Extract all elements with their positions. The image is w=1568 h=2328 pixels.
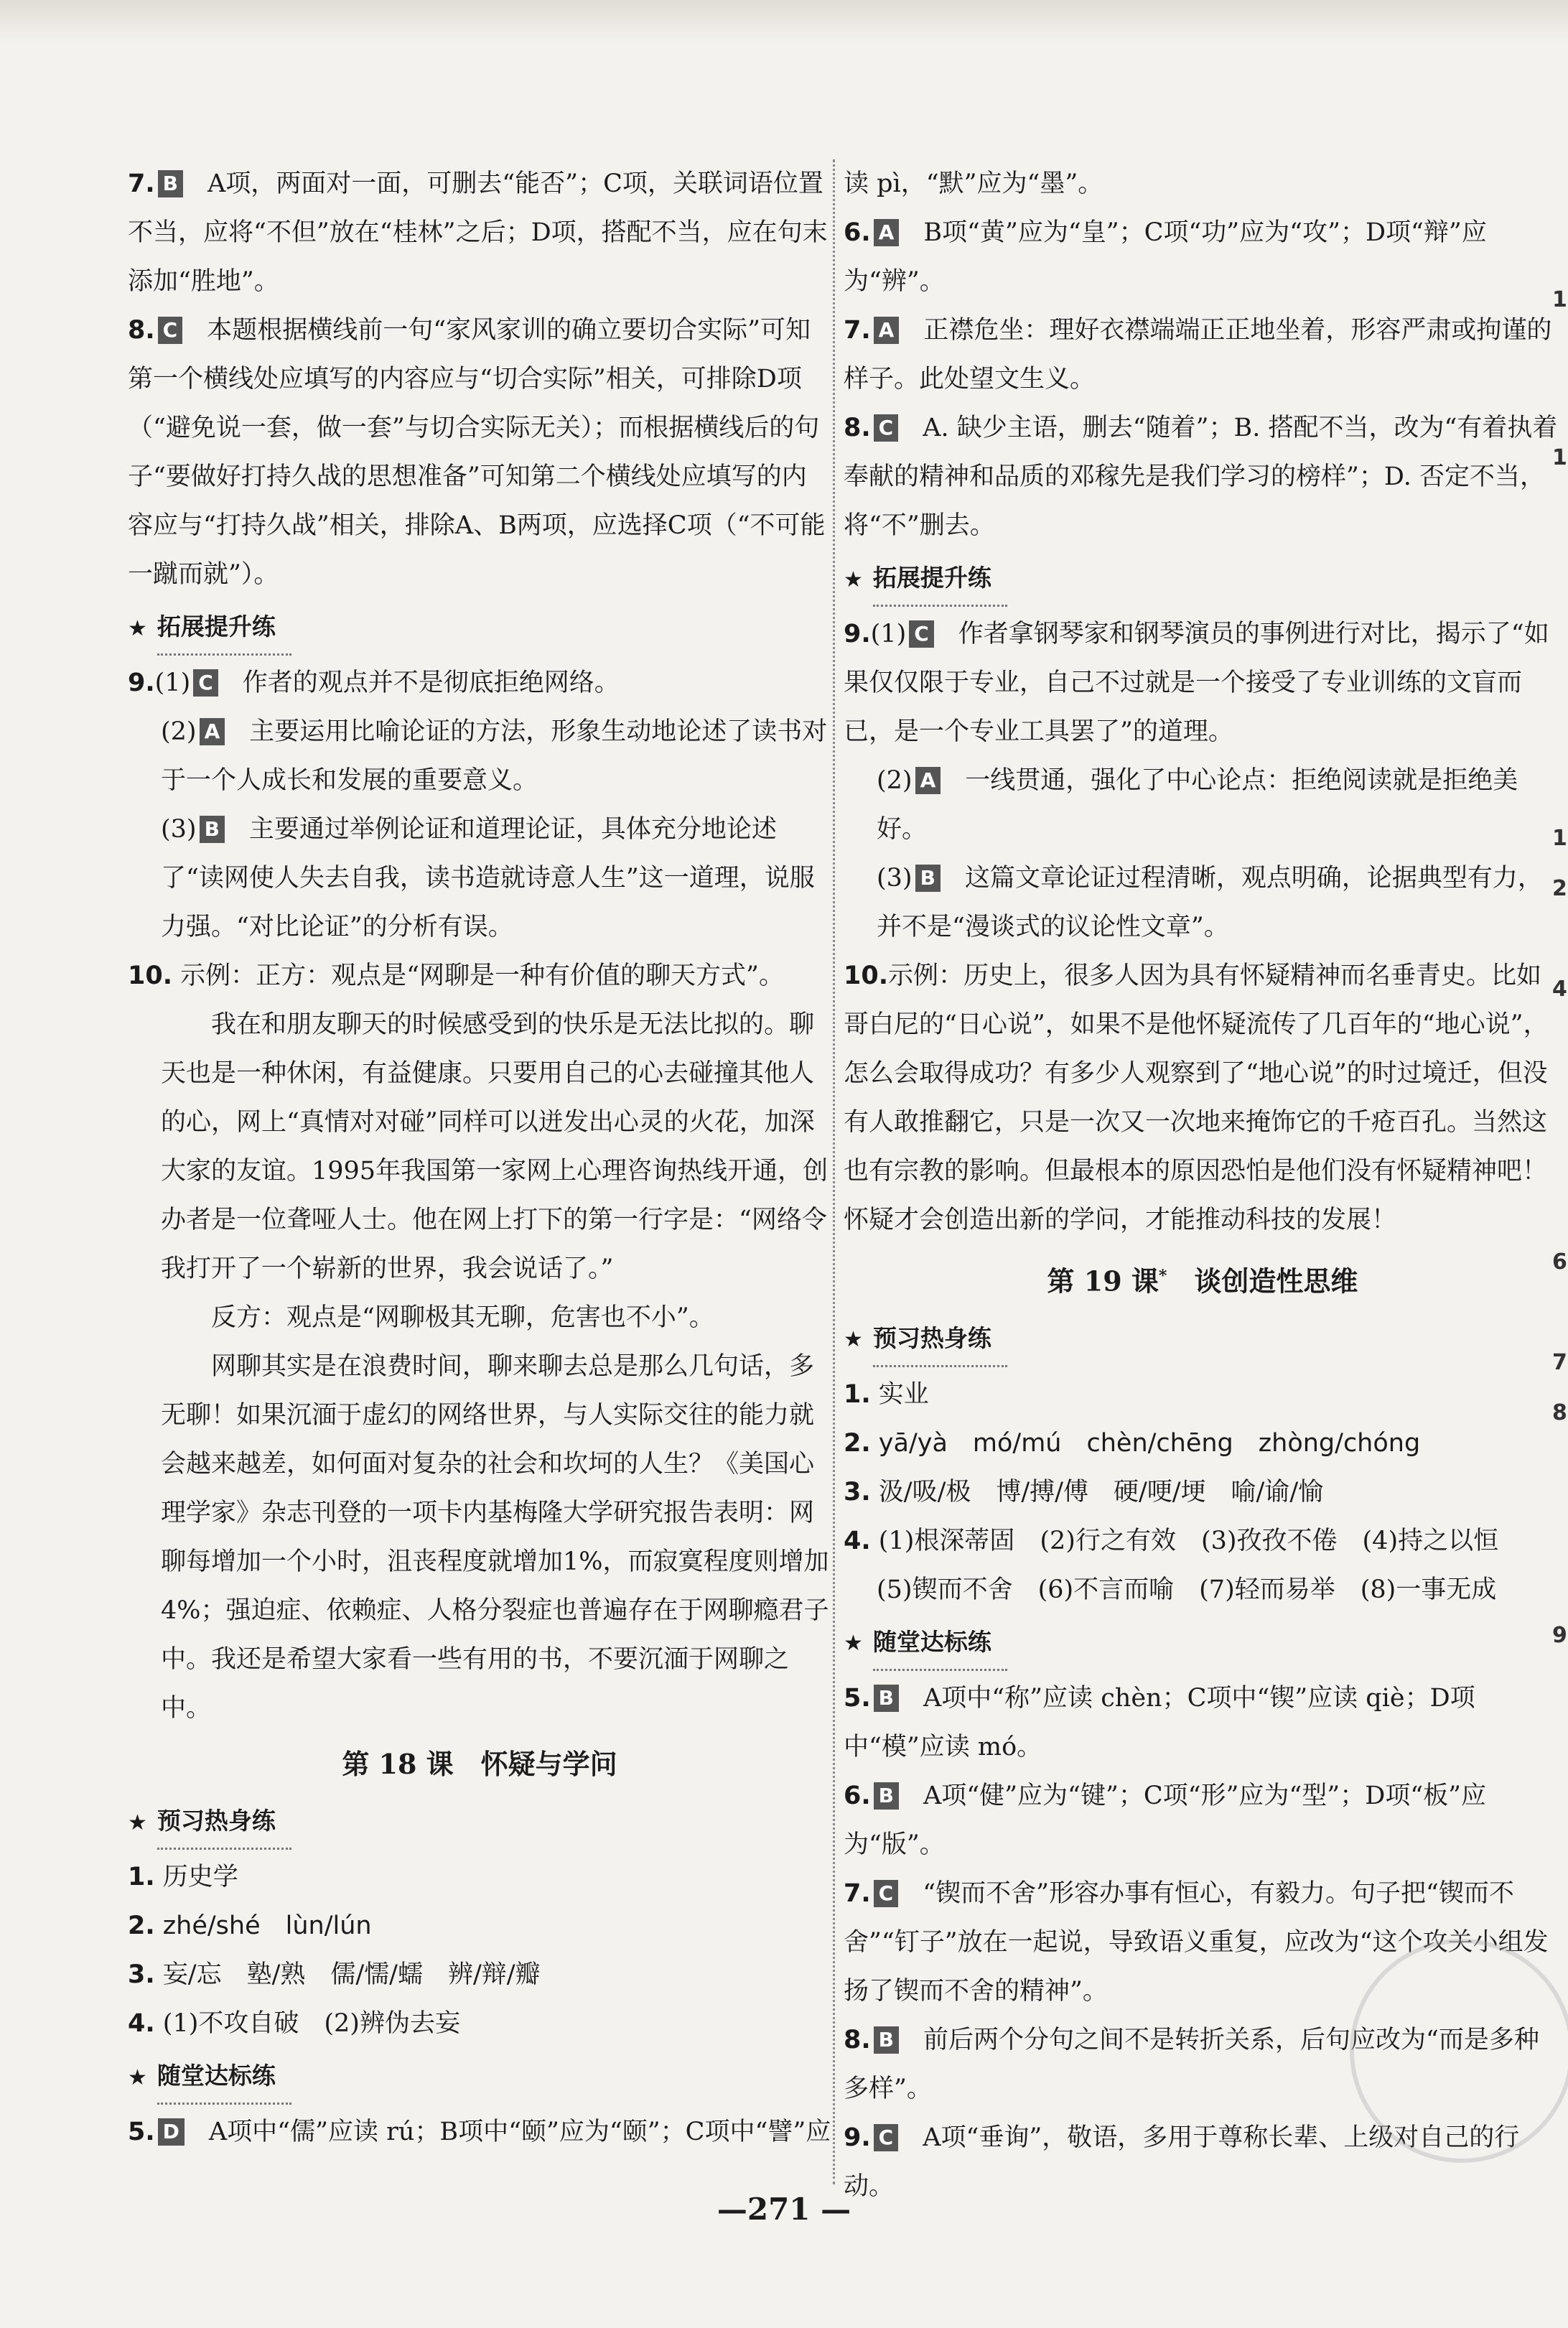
answer-badge: C: [193, 669, 218, 697]
section-heading-extend: ★ 拓展提升练: [844, 553, 1562, 607]
section-heading-preview: ★ 预习热身练: [844, 1313, 1562, 1367]
answer-item-9: 9. C A项“垂询”，敬语，多用于尊称长辈、上级对自己的行动。: [844, 2123, 1520, 2201]
answer-item-9-1: 9.(1) C 作者的观点并不是彻底拒绝网络。: [128, 669, 620, 697]
scan-top-band: [0, 0, 1568, 43]
word-item-1: 1. 历史学: [128, 1863, 238, 1891]
word-item-3: 3. 妄/忘 塾/熟 儒/懦/蠕 辨/辩/瓣: [128, 1960, 541, 1989]
answer-item-9-2: (2) A 主要运用比喻论证的方法，形象生动地论述了读书对于一个人成长和发展的重要意义。: [161, 717, 828, 795]
essay-paragraph: 网聊其实是在浪费时间，聊来聊去总是那么几句话，多无聊！如果沉湎于虚幻的网络世界，与人实际交往的能力就会越来越差，如何面对复杂的社会和坎坷的人生？《美国心理学家》杂志刊登的一项卡内基梅隆大学研究报告表明：网聊每增加一个小时，沮丧程度就增加1%，而寂寞程度则增加4%；强迫症、依赖症、人格分裂症也普遍存在于网聊瘾君子中。我还是希望大家看一些有用的书，不要沉湎于网聊之中。: [161, 1352, 829, 1723]
lesson-title-19: 第 19 课* 谈创造性思维: [1047, 1265, 1358, 1298]
answer-item-9-1: 9.(1) C 作者拿钢琴家和钢琴演员的事例进行对比，揭示了“如果仅仅限于专业，自己不过就是一个接受了专业训练的文盲而已，是一个专业工具罢了”的道理。: [844, 620, 1549, 746]
continued-text: 读 pì，“默”应为“墨”。: [844, 169, 1103, 198]
answer-badge: C: [158, 317, 183, 344]
answer-item-8: 8. B 前后两个分句之间不是转折关系，后句应改为“而是多种多样”。: [844, 2025, 1539, 2103]
answer-badge: B: [874, 1782, 899, 1810]
watermark-seal: [1350, 1939, 1568, 2163]
answer-badge: C: [874, 1880, 899, 1907]
section-heading-extend: ★ 拓展提升练: [128, 602, 831, 656]
answer-badge: B: [158, 170, 183, 197]
word-item-2: 2. zhé/shé lùn/lún: [128, 1912, 372, 1940]
column-divider: [833, 159, 836, 2184]
star-icon: ★: [128, 2064, 147, 2090]
answer-badge: C: [909, 620, 934, 648]
answer-item-8: 8. C 本题根据横线前一句“家风家训的确立要切合实际”可知第一个横线处应填写的内容应与“切合实际”相关，可排除D项（“避免说一套，做一套”与切合实际无关）；而根据横线后的句子“要做好打持久战的思想准备”可知第二个横线处应填写的内容应与“打持久战”相关，排除A、B两项，应选择C项（“不可能一蹴而就”）。: [128, 316, 826, 589]
answer-item-7: 7. C “锲而不舍”形容办事有恒心，有毅力。句子把“锲而不舍”“钉子”放在一起说，导致语义重复，应改为“这个攻关小组发扬了锲而不舍的精神”。: [844, 1878, 1549, 2006]
answer-item-9-2: (2) A 一线贯通，强化了中心论点：拒绝阅读就是拒绝美好。: [877, 766, 1518, 844]
answer-item-10: 10.示例：历史上，很多人因为具有怀疑精神而名垂青史。比如哥白尼的“日心说”，如果不是他怀疑流传了几百年的“地心说”，怎么会取得成功？有多少人观察到了“地心说”的时过境迁，但没有人敢推翻它，只是一次又一次地来掩饰它的千疮百孔。当然这也有宗教的影响。但最根本的原因恐怕是他们没有怀疑精神吧！怀疑才会创造出新的学问，才能推动科技的发展！: [844, 962, 1549, 1234]
answer-item-5: 5. B A项中“称”应读 chèn；C项中“锲”应读 qiè；D项中“模”应读 mó。: [844, 1683, 1475, 1761]
answer-badge: B: [200, 816, 225, 843]
answer-badge: A: [874, 219, 900, 246]
answer-badge: B: [874, 1685, 899, 1712]
answer-badge: A: [200, 718, 225, 745]
answer-item-7: 7. A 正襟危坐：理好衣襟端端正正地坐着，形容严肃或拘谨的样子。此处望文生义。: [844, 316, 1552, 394]
right-column: [844, 159, 1562, 2211]
left-column: [128, 159, 831, 2156]
answer-item-6: 6. B A项“健”应为“键”；C项“形”应为“型”；D项“板”应为“版”。: [844, 1781, 1487, 1859]
answer-item-9-3: (3) B 这篇文章论证过程清晰，观点明确，论据典型有力，并不是“漫谈式的议论性文章”。: [877, 864, 1543, 941]
essay-paragraph: 我在和朋友聊天的时候感受到的快乐是无法比拟的。聊天也是一种休闲，有益健康。只要用自己的心去碰撞其他人的心，网上“真情对对碰”同样可以迸发出心灵的火花，加深大家的友谊。1995年我国第一家网上心理咨询热线开通，创办者是一位聋哑人士。他在网上打下的第一行字是：“网络令我打开了一个崭新的世界，我会说话了。”: [161, 1010, 829, 1283]
star-icon: ★: [844, 1327, 863, 1353]
word-item-1: 1. 实业: [844, 1379, 929, 1409]
word-item-4: 4. (1)根深蒂固 (2)行之有效 (3)孜孜不倦 (4)持之以恒: [844, 1526, 1499, 1555]
section-heading-practice: ★ 随堂达标练: [844, 1617, 1562, 1671]
answer-badge: A: [874, 317, 900, 344]
answer-badge: C: [874, 2124, 899, 2151]
answer-badge: B: [915, 865, 941, 892]
section-heading-preview: ★ 预习热身练: [128, 1796, 831, 1850]
section-heading-practice: ★ 随堂达标练: [128, 2051, 831, 2105]
next-page-edge: 1 1 1 2 4 6 7 8 9: [1552, 287, 1567, 1648]
answer-item-7: 7. B A项，两面对一面，可删去“能否”；C项，关联词语位置不当，应将“不但”放在“桂林”之后；D项，搭配不当，应在句末添加“胜地”。: [128, 169, 828, 296]
lesson-title-18: 第 18 课 怀疑与学问: [342, 1748, 617, 1780]
star-icon: ★: [844, 1631, 863, 1657]
star-icon: ★: [844, 567, 863, 592]
answer-badge: C: [874, 414, 899, 442]
word-item-3: 3. 汲/吸/极 博/搏/傅 硬/哽/埂 喻/谕/愉: [844, 1477, 1324, 1507]
page-number: —271 —: [717, 2192, 851, 2227]
word-item-2: 2. yā/yà mó/mú chèn/chēng zhòng/chóng: [844, 1428, 1421, 1458]
answer-item-8: 8. C A. 缺少主语，删去“随着”；B. 搭配不当，改为“有着执着奉献的精神和品质的邓稼先是我们学习的榜样”；D. 否定不当，将“不”删去。: [844, 414, 1558, 540]
star-icon: ★: [128, 1810, 147, 1835]
answer-badge: D: [158, 2118, 185, 2146]
answer-badge: B: [874, 2026, 899, 2054]
answer-item-9-3: (3) B 主要通过举例论证和道理论证，具体充分地论述了“读网使人失去自我，读书造就诗意人生”这一道理，说服力强。“对比论证”的分析有误。: [161, 815, 815, 941]
essay-paragraph: 反方：观点是“网聊极其无聊，危害也不小”。: [211, 1303, 714, 1332]
word-item-4-cont: (5)锲而不舍 (6)不言而喻 (7)轻而易举 (8)一事无成: [877, 1575, 1497, 1604]
answer-item-6: 6. A B项“黄”应为“皇”；C项“功”应为“攻”；D项“辩”应为“辨”。: [844, 218, 1487, 296]
answer-item-5: 5. D A项中“儒”应读 rú；B项中“颐”应为“颐”；C项中“譬”应: [128, 2118, 831, 2146]
answer-item-10: 10. 示例：正方：观点是“网聊是一种有价值的聊天方式”。: [128, 962, 784, 990]
word-item-4: 4. (1)不攻自破 (2)辨伪去妄: [128, 2009, 460, 2038]
answer-badge: A: [915, 767, 941, 794]
star-icon: ★: [128, 615, 147, 641]
